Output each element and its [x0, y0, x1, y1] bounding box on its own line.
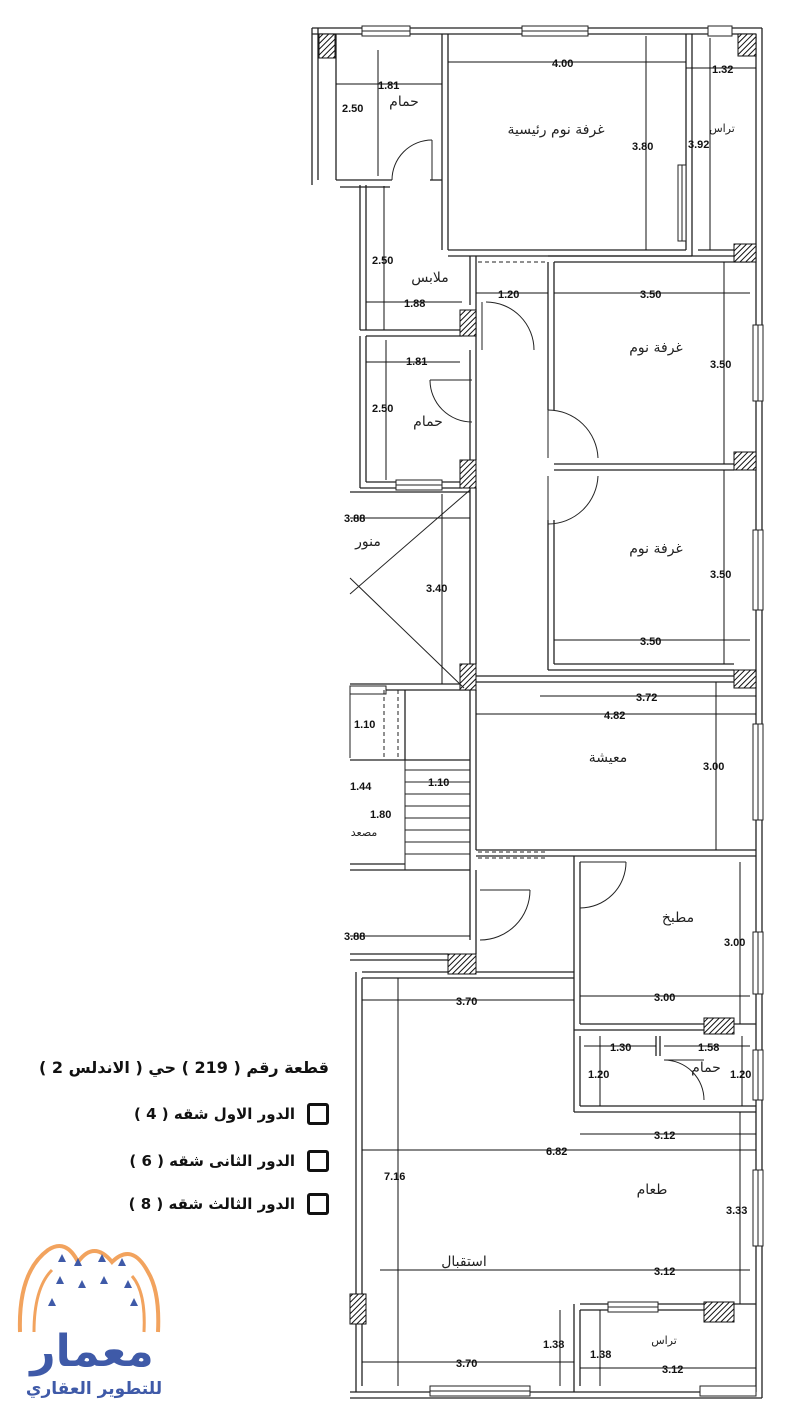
dim-label: 3.50 [640, 289, 662, 301]
dim-label: 3.50 [640, 636, 662, 648]
dim-label: 3.00 [703, 761, 725, 773]
logo-name: معمار [30, 1326, 154, 1377]
dim-label: 3.70 [456, 1358, 478, 1370]
room-label-elevator: مصعد [350, 826, 378, 839]
room-label-bedroom: غرفة نوم [629, 340, 683, 356]
dim-label: 3.12 [654, 1130, 676, 1142]
walls [312, 28, 762, 1398]
dim-label: 3.72 [636, 692, 658, 704]
dim-label: 1.38 [543, 1339, 565, 1351]
dim-label: 2.50 [372, 255, 394, 267]
dim-label: 3.92 [688, 139, 710, 151]
dim-label: 1.10 [354, 719, 376, 731]
dim-label: 3.80 [632, 141, 654, 153]
dim-label: 1.10 [428, 777, 450, 789]
dim-label: 1.58 [698, 1042, 720, 1054]
dim-label: 3.50 [710, 569, 732, 581]
dim-label: 1.80 [370, 809, 392, 821]
dim-label: 1.20 [588, 1069, 610, 1081]
project-title: قطعة رقم ( 219 ) حي ( الاندلس 2 ) [39, 1058, 329, 1077]
dim-label: 4.82 [604, 710, 626, 722]
dim-label: 2.50 [342, 103, 364, 115]
dim-label: 1.32 [712, 64, 734, 76]
dim-label: 1.81 [406, 356, 428, 368]
room-label-terrace: تراس [709, 122, 735, 135]
light-well-cross [350, 490, 470, 688]
dim-label: 3.40 [426, 583, 448, 595]
floor-label: الدور الثالث شقه ( 8 ) [128, 1195, 295, 1213]
dim-label: 6.82 [546, 1146, 568, 1158]
dim-label: 1.30 [610, 1042, 632, 1054]
room-label-reception: استقبال [441, 1254, 487, 1270]
company-logo [8, 1232, 178, 1400]
dim-label: 1.38 [590, 1349, 612, 1361]
dim-label: 1.20 [730, 1069, 752, 1081]
room-label-bath: حمام [389, 94, 419, 110]
room-label-bedroom: غرفة نوم [629, 541, 683, 557]
dim-label: 3.12 [662, 1364, 684, 1376]
dim-label: 4.00 [552, 58, 574, 70]
dim-label: 1.88 [404, 298, 426, 310]
dim-label: 3.88 [344, 931, 366, 943]
windows [350, 26, 763, 1396]
dim-label: 1.20 [498, 289, 520, 301]
room-label-kitchen: مطبخ [661, 910, 695, 926]
checkbox-icon [307, 1193, 329, 1215]
room-labels [351, 94, 735, 1347]
floor-option [134, 1103, 329, 1125]
dim-label: 7.16 [384, 1171, 406, 1183]
room-label-light-well: منور [355, 534, 381, 550]
logo-tagline: للتطوير العقاري [25, 1379, 163, 1399]
dim-label: 3.88 [344, 513, 366, 525]
dim-label: 3.12 [654, 1266, 676, 1278]
dim-label: 2.50 [372, 403, 394, 415]
columns [319, 34, 756, 1324]
dimension-lines [336, 36, 756, 1386]
dim-label: 1.44 [350, 781, 372, 793]
checkbox-icon [307, 1150, 329, 1172]
room-label-master-bedroom: غرفة نوم رئيسية [507, 122, 605, 138]
dim-label: 3.50 [710, 359, 732, 371]
floor-option [129, 1150, 329, 1172]
dim-label: 1.81 [378, 80, 400, 92]
logo-building-icon [20, 1246, 158, 1332]
floor-label: الدور الاول شقه ( 4 ) [134, 1105, 295, 1123]
checkbox-icon [307, 1103, 329, 1125]
dim-label: 3.00 [654, 992, 676, 1004]
room-label-terrace: تراس [651, 1334, 677, 1347]
dim-label: 3.00 [724, 937, 746, 949]
room-label-bath: حمام [413, 414, 443, 430]
logo-windows-icon [48, 1254, 138, 1306]
room-label-dining: طعام [636, 1182, 668, 1198]
dim-label: 3.33 [726, 1205, 748, 1217]
dim-label: 3.70 [456, 996, 478, 1008]
floor-label: الدور الثانى شقه ( 6 ) [129, 1152, 295, 1170]
floor-option [129, 1193, 329, 1215]
room-label-living: معيشة [588, 750, 628, 766]
room-label-bath: حمام [691, 1060, 721, 1076]
room-label-closet: ملابس [411, 270, 449, 286]
